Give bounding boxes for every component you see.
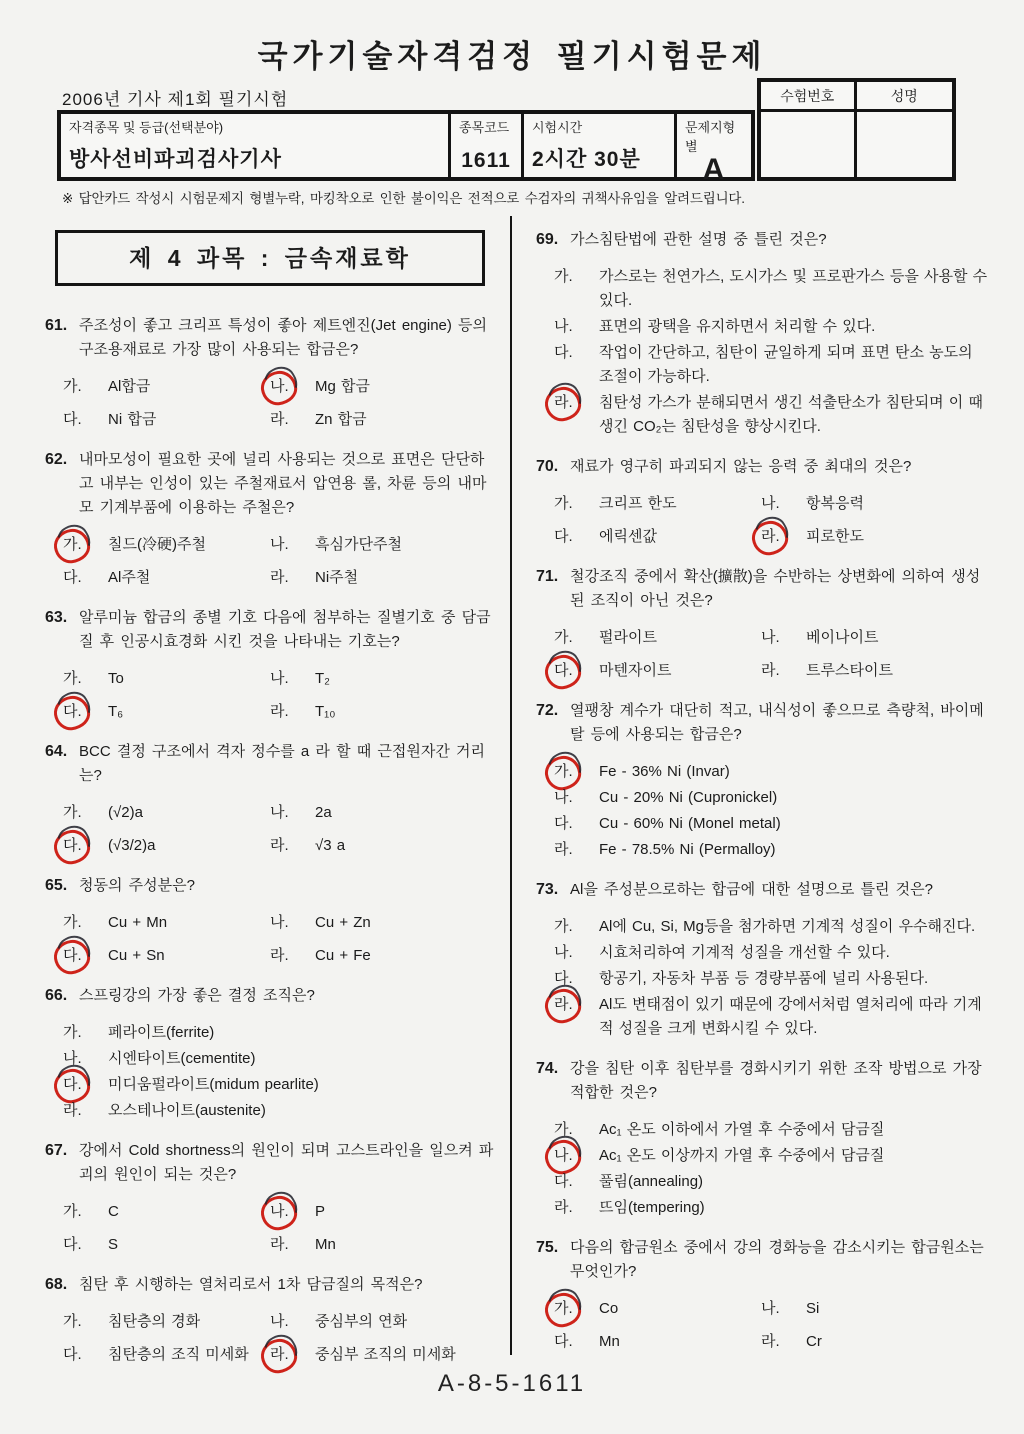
option-text: 2a — [315, 804, 332, 821]
option-label: 가. — [554, 495, 573, 512]
question-68 — [45, 1273, 497, 1367]
option-text: T₆ — [108, 703, 124, 720]
question-stem: 내마모성이 필요한 곳에 널리 사용되는 것으로 표면은 단단하고 내부는 인성이 있는 주철재료서 압연용 롤, 차륜 등의 내마모 기계부품에 이용하는 주철은? — [79, 451, 487, 516]
option-label: 나. — [270, 1313, 289, 1330]
option — [63, 408, 270, 432]
option-label: 라. — [761, 662, 780, 679]
option-text: 트루스타이트 — [806, 662, 893, 679]
option — [270, 1200, 497, 1224]
question-65 — [45, 874, 497, 968]
option-text: Ac₁ 온도 이하에서 가열 후 수중에서 담금질 — [599, 1121, 885, 1138]
option — [270, 408, 497, 432]
option-label: 라. — [554, 841, 573, 858]
option-text: 피로한도 — [806, 528, 864, 545]
question-number: 72. — [536, 702, 559, 719]
question-number: 65. — [45, 877, 68, 894]
question-stem: 주조성이 좋고 크리프 특성이 좋아 제트엔진(Jet engine) 등의 구조용재료로 가장 많이 사용되는 합금은? — [79, 317, 488, 358]
option — [63, 1310, 270, 1334]
answer-card-notice: ※ 답안카드 작성시 시험문제지 형별누락, 마킹착오로 인한 불이익은 전적으로 수검자의 귀책사유임을 알려드립니다. — [62, 191, 745, 206]
option — [270, 944, 497, 968]
option — [63, 1073, 497, 1097]
subject-code-label: 종목코드 — [459, 120, 510, 135]
question-69 — [536, 228, 992, 439]
question-71 — [536, 565, 992, 683]
option-text: Al주철 — [108, 569, 151, 586]
option-text: T₁₀ — [315, 703, 336, 720]
question-number: 75. — [536, 1239, 559, 1256]
option — [270, 375, 497, 399]
option — [554, 659, 761, 683]
options — [536, 265, 992, 439]
option-label: 라. — [270, 569, 289, 586]
option-label: 나. — [761, 629, 780, 646]
qualification-cell — [61, 114, 451, 177]
question-stem: 재료가 영구히 파괴되지 않는 응력 중 최대의 것은? — [570, 458, 912, 475]
option-text: Cu + Fe — [315, 947, 371, 964]
options — [536, 492, 992, 549]
exam-time-value: 2시간 30분 — [532, 148, 641, 171]
option-text: 페라이트(ferrite) — [108, 1024, 215, 1041]
option-label: 라. — [554, 1199, 573, 1216]
option-text: (√2)a — [108, 804, 143, 821]
option-text: 침탄층의 경화 — [108, 1313, 201, 1330]
option-label: 가. — [63, 670, 82, 687]
option-label: 다. — [63, 1346, 82, 1363]
option-text: Si — [806, 1300, 820, 1317]
option-label: 라. — [270, 411, 289, 428]
question-67 — [45, 1139, 497, 1257]
option-text: Mn — [315, 1236, 336, 1253]
answer-circle: 나. — [270, 375, 315, 399]
option-label: 가. — [554, 268, 573, 285]
option — [270, 834, 497, 858]
question-stem: 가스침탄법에 관한 설명 중 틀린 것은? — [570, 231, 827, 248]
option-text: 침탄층의 조직 미세화 — [108, 1346, 249, 1363]
option-text: Co — [599, 1300, 619, 1317]
option-text: 펄라이트 — [599, 629, 657, 646]
option — [761, 626, 992, 650]
option — [761, 525, 992, 549]
option-label: 다. — [554, 970, 573, 987]
option-text: 풀림(annealing) — [599, 1173, 704, 1190]
question-number: 62. — [45, 451, 68, 468]
option — [554, 1170, 992, 1194]
option-label: 가. — [554, 918, 573, 935]
option-text: 칠드(冷硬)주철 — [108, 536, 206, 553]
question-64 — [45, 740, 497, 858]
option-text: Ac₁ 온도 이상까지 가열 후 수중에서 담금질 — [599, 1147, 885, 1164]
question-63 — [45, 606, 497, 724]
answer-circle: 나. — [554, 1144, 599, 1168]
option — [554, 626, 761, 650]
option-text: 오스테나이트(austenite) — [108, 1102, 266, 1119]
option-text: Cr — [806, 1333, 822, 1350]
option-text: Cu + Sn — [108, 947, 165, 964]
question-number: 69. — [536, 231, 559, 248]
option-text: Al합금 — [108, 378, 151, 395]
answer-circle: 가. — [63, 533, 108, 557]
section-title: 제 4 과목 : 금속재료학 — [129, 245, 411, 271]
subject-code-value: 1611 — [461, 149, 511, 172]
option-label: 라. — [270, 837, 289, 854]
answer-circle: 다. — [63, 1073, 108, 1097]
option — [63, 1099, 497, 1123]
option-label: 가. — [554, 1121, 573, 1138]
option-label: 가. — [554, 629, 573, 646]
option-text: Ni주철 — [315, 569, 359, 586]
option-label: 가. — [63, 1203, 82, 1220]
option — [554, 1196, 992, 1220]
option — [554, 760, 992, 784]
option-label: 다. — [554, 528, 573, 545]
option — [270, 1233, 497, 1257]
question-number: 64. — [45, 743, 68, 760]
column-divider-rule — [510, 216, 512, 1355]
options — [45, 911, 497, 968]
question-66 — [45, 984, 497, 1123]
option-text: Al도 변태점이 있기 때문에 강에서처럼 열처리에 따라 기계적 성질을 크게 변화시킬 수 있다. — [599, 996, 982, 1037]
option-label: 라. — [761, 1333, 780, 1350]
option-label: 가. — [63, 1024, 82, 1041]
option — [554, 1297, 761, 1321]
exam-number-blank-cell — [761, 112, 857, 177]
answer-circle: 다. — [554, 659, 599, 683]
question-stem: BCC 결정 구조에서 격자 정수를 a 라 할 때 근접원자간 거리는? — [79, 743, 485, 784]
name-blank-cell — [857, 112, 953, 177]
option-label: 나. — [270, 536, 289, 553]
option — [270, 1310, 497, 1334]
option-text: Fe - 78.5% Ni (Permalloy) — [599, 841, 776, 858]
option-label: 가. — [63, 1313, 82, 1330]
option-label: 다. — [63, 411, 82, 428]
option-text: Fe - 36% Ni (Invar) — [599, 763, 730, 780]
answer-circle: 다. — [63, 834, 108, 858]
question-number: 63. — [45, 609, 68, 626]
question-stem: 열팽창 계수가 대단히 적고, 내식성이 좋으므로 측량척, 바이메탈 등에 사용되는 합금은? — [570, 702, 984, 743]
option-text: Cu - 20% Ni (Cupronickel) — [599, 789, 778, 806]
option-text: 가스로는 천연가스, 도시가스 및 프로판가스 등을 사용할 수 있다. — [599, 268, 988, 309]
question-stem: 다음의 합금원소 중에서 강의 경화능을 감소시키는 합금원소는 무엇인가? — [570, 1239, 984, 1280]
option — [63, 700, 270, 724]
options — [45, 801, 497, 858]
option-text: P — [315, 1203, 326, 1220]
option — [63, 801, 270, 825]
option-text: C — [108, 1203, 119, 1220]
option-label: 나. — [554, 944, 573, 961]
option — [63, 1200, 270, 1224]
question-number: 70. — [536, 458, 559, 475]
question-62 — [45, 448, 497, 590]
option-label: 라. — [270, 1236, 289, 1253]
left-column — [45, 228, 497, 1383]
option-text: 표면의 광택을 유지하면서 처리할 수 있다. — [599, 318, 876, 335]
question-stem: 강에서 Cold shortness의 원인이 되며 고스트라인을 일으켜 파괴의 원인이 되는 것은? — [79, 1142, 494, 1183]
question-stem: 강을 침탄 이후 침탄부를 경화시키기 위한 조작 방법으로 가장 적합한 것은? — [570, 1060, 982, 1101]
option — [63, 667, 270, 691]
question-70 — [536, 455, 992, 549]
option-text: 뜨임(tempering) — [599, 1199, 705, 1216]
question-number: 66. — [45, 987, 68, 1004]
option-label: 나. — [761, 495, 780, 512]
option — [554, 812, 992, 836]
options — [45, 375, 497, 432]
option — [554, 993, 992, 1041]
option-label: 나. — [554, 318, 573, 335]
question-number: 71. — [536, 568, 559, 585]
qualification-label: 자격종목 및 등급(선택분야) — [69, 120, 224, 135]
options — [536, 626, 992, 683]
subject-code-cell — [451, 114, 524, 177]
answer-circle: 가. — [554, 760, 599, 784]
option-text: Zn 합금 — [315, 411, 367, 428]
option-label: 나. — [270, 914, 289, 931]
options — [536, 1118, 992, 1220]
exam-time-label: 시험시간 — [532, 120, 583, 135]
options — [536, 760, 992, 862]
option-label: 나. — [63, 1050, 82, 1067]
page-footer-code: A-8-5-1611 — [437, 1370, 587, 1397]
answer-circle: 다. — [63, 944, 108, 968]
page-title: 국가기술자격검정 필기시험문제 — [257, 39, 767, 74]
option — [270, 700, 497, 724]
option — [761, 492, 992, 516]
option-text: 흑심가단주철 — [315, 536, 402, 553]
answer-circle: 나. — [270, 1200, 315, 1224]
right-column — [536, 228, 992, 1370]
option — [554, 315, 992, 339]
option-label: 라. — [63, 1102, 82, 1119]
option-text: (√3/2)a — [108, 837, 156, 854]
option-label: 다. — [554, 815, 573, 832]
question-number: 68. — [45, 1276, 68, 1293]
option-text: To — [108, 670, 124, 687]
answer-circle: 라. — [554, 391, 599, 415]
option-label: 나. — [761, 1300, 780, 1317]
section-title-box — [55, 230, 485, 286]
option-label: 다. — [554, 1333, 573, 1350]
option-label: 가. — [63, 914, 82, 931]
option-label: 다. — [554, 1173, 573, 1190]
option — [63, 834, 270, 858]
option — [554, 915, 992, 939]
options — [536, 915, 992, 1041]
option-text: 에릭센값 — [599, 528, 657, 545]
option — [554, 786, 992, 810]
option-text: Ni 합금 — [108, 411, 157, 428]
question-number: 73. — [536, 881, 559, 898]
question-61 — [45, 314, 497, 432]
option-label: 가. — [63, 804, 82, 821]
option — [270, 566, 497, 590]
option-text: S — [108, 1236, 119, 1253]
option — [63, 1343, 270, 1367]
exam-time-cell — [524, 114, 677, 177]
option — [63, 533, 270, 557]
option-label: 다. — [554, 344, 573, 361]
question-75 — [536, 1236, 992, 1354]
option — [554, 341, 992, 389]
option — [554, 941, 992, 965]
options — [45, 1021, 497, 1123]
option-text: Mg 합금 — [315, 378, 370, 395]
question-stem: Al을 주성분으로하는 합금에 대한 설명으로 틀린 것은? — [570, 881, 933, 898]
option-text: Mn — [599, 1333, 620, 1350]
option — [63, 375, 270, 399]
option — [63, 1233, 270, 1257]
answer-circle: 다. — [63, 700, 108, 724]
sheet-type-label: 문제지형별 — [685, 120, 736, 154]
option-text: Cu + Zn — [315, 914, 371, 931]
option-label: 라. — [270, 703, 289, 720]
question-73 — [536, 878, 992, 1041]
option — [554, 391, 992, 439]
option-text: 항복응력 — [806, 495, 864, 512]
option — [554, 838, 992, 862]
option — [270, 1343, 497, 1367]
option — [63, 911, 270, 935]
exam-number-label: 수험번호 — [761, 82, 857, 112]
option-text: √3 a — [315, 837, 346, 854]
question-72 — [536, 699, 992, 862]
answer-circle: 가. — [554, 1297, 599, 1321]
option-text: 시효처리하여 기계적 성질을 개선할 수 있다. — [599, 944, 890, 961]
name-label: 성명 — [857, 82, 953, 112]
option-text: 크리프 한도 — [599, 495, 677, 512]
option-label: 라. — [270, 947, 289, 964]
sheet-type-value: A — [702, 153, 726, 186]
option-text: T₂ — [315, 670, 330, 687]
option-text: 베이나이트 — [806, 629, 879, 646]
option — [554, 1118, 992, 1142]
exam-session: 2006년 기사 제1회 필기시험 — [62, 90, 289, 109]
question-stem: 청동의 주성분은? — [79, 877, 195, 894]
option-text: 시엔타이트(cementite) — [108, 1050, 256, 1067]
option-text: Cu - 60% Ni (Monel metal) — [599, 815, 781, 832]
exam-info-table — [57, 110, 755, 186]
option-text: 항공기, 자동차 부품 등 경량부품에 널리 사용된다. — [599, 970, 929, 987]
option-label: 나. — [554, 789, 573, 806]
option — [554, 967, 992, 991]
question-stem: 알루미늄 합금의 종별 기호 다음에 첨부하는 질별기호 중 담금질 후 인공시효경화 시킨 것을 나타내는 기호는? — [79, 609, 491, 650]
option-label: 다. — [63, 569, 82, 586]
option-text: 침탄성 가스가 분해되면서 생긴 석출탄소가 침탄되며 이 때 생긴 CO₂는 침탄성을 향상시킨다. — [599, 394, 983, 435]
options — [45, 533, 497, 590]
answer-circle: 라. — [761, 525, 806, 549]
option — [270, 667, 497, 691]
option-text: 작업이 간단하고, 침탄이 균일하게 되며 표면 탄소 농도의 조절이 가능하다. — [599, 344, 973, 385]
option — [554, 265, 992, 313]
question-stem: 침탄 후 시행하는 열처리로서 1차 담금질의 목적은? — [79, 1276, 423, 1293]
option — [554, 1330, 761, 1354]
answer-circle: 라. — [554, 993, 599, 1017]
question-stem: 스프링강의 가장 좋은 결정 조직은? — [79, 987, 315, 1004]
option — [761, 1330, 992, 1354]
question-74 — [536, 1057, 992, 1220]
option-text: 중심부의 연화 — [315, 1313, 408, 1330]
option — [554, 1144, 992, 1168]
option-text: Al에 Cu, Si, Mg등을 첨가하면 기계적 성질이 우수해진다. — [599, 918, 976, 935]
option — [63, 1021, 497, 1045]
option — [554, 492, 761, 516]
question-stem: 철강조직 중에서 확산(擴散)을 수반하는 상변화에 의하여 생성된 조직이 아닌 것은? — [570, 568, 981, 609]
qualification-value: 방사선비파괴검사기사 — [69, 148, 282, 171]
candidate-id-table — [757, 78, 956, 181]
option-label: 나. — [270, 670, 289, 687]
option — [761, 659, 992, 683]
option — [270, 801, 497, 825]
option — [63, 1047, 497, 1071]
sheet-type-cell — [677, 114, 751, 186]
option-text: Cu + Mn — [108, 914, 168, 931]
option — [761, 1297, 992, 1321]
option-text: 미디움펄라이트(midum pearlite) — [108, 1076, 319, 1093]
options — [536, 1297, 992, 1354]
question-number: 67. — [45, 1142, 68, 1159]
question-number: 61. — [45, 317, 68, 334]
option-label: 가. — [63, 378, 82, 395]
options — [45, 667, 497, 724]
option — [270, 533, 497, 557]
question-number: 74. — [536, 1060, 559, 1077]
options — [45, 1200, 497, 1257]
option — [63, 566, 270, 590]
option-text: 마텐자이트 — [599, 662, 672, 679]
option-label: 다. — [63, 1236, 82, 1253]
option — [554, 525, 761, 549]
answer-circle: 라. — [270, 1343, 315, 1367]
option — [270, 911, 497, 935]
options — [45, 1310, 497, 1367]
option-text: 중심부 조직의 미세화 — [315, 1346, 456, 1363]
option-label: 나. — [270, 804, 289, 821]
option — [63, 944, 270, 968]
